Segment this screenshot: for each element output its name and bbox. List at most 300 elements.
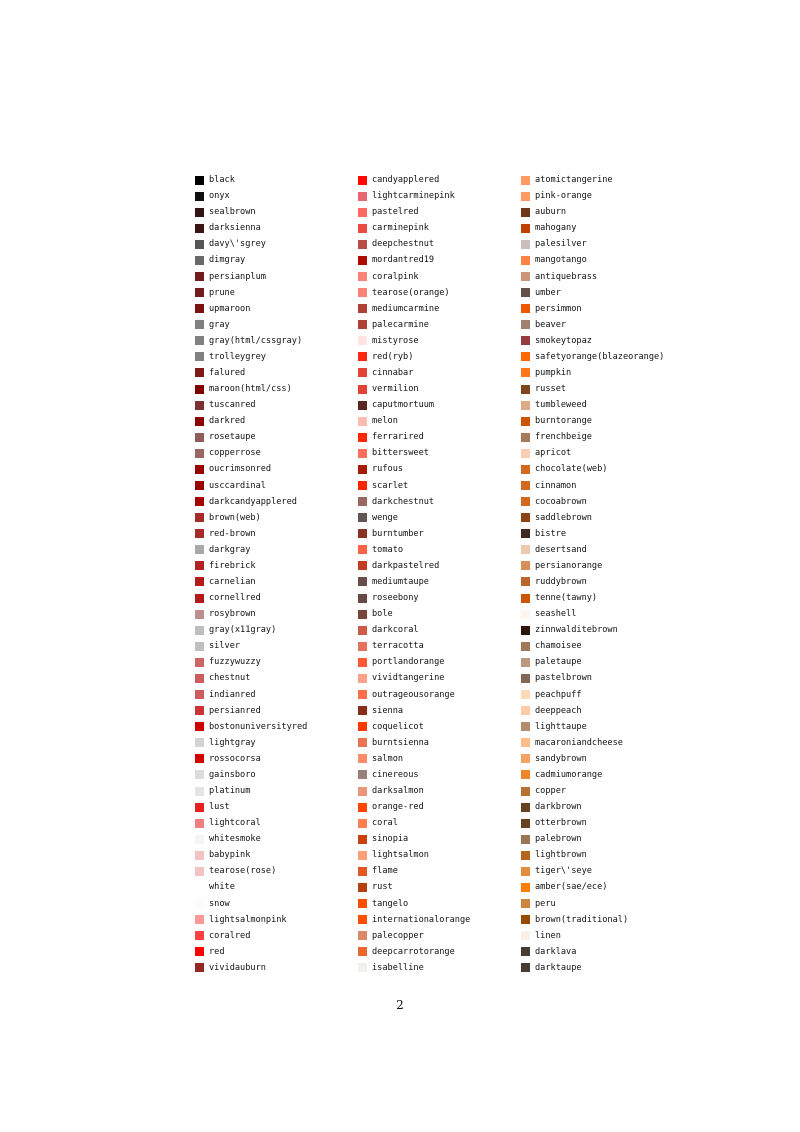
color-name-label: burntumber	[372, 528, 424, 539]
color-entry	[358, 526, 470, 542]
color-entry	[521, 751, 664, 767]
color-name-label: cocoabrown	[535, 496, 587, 507]
color-entry	[521, 510, 664, 526]
color-swatch	[195, 947, 204, 956]
color-entry	[521, 477, 664, 493]
color-swatch	[195, 835, 204, 844]
color-entry	[358, 783, 470, 799]
color-name-label: palecopper	[372, 930, 424, 941]
color-name-label: chocolate(web)	[535, 464, 608, 475]
color-swatch	[521, 787, 530, 796]
color-swatch	[358, 626, 367, 635]
color-entry	[195, 719, 307, 735]
color-swatch	[521, 851, 530, 860]
color-swatch	[358, 529, 367, 538]
color-swatch	[521, 385, 530, 394]
color-name-label: tenne(tawny)	[535, 593, 598, 604]
color-name-label: isabelline	[372, 962, 424, 973]
color-swatch	[358, 320, 367, 329]
color-swatch	[358, 368, 367, 377]
color-name-label: deepchestnut	[372, 239, 435, 250]
color-entry	[358, 381, 470, 397]
color-entry	[358, 220, 470, 236]
color-name-label: rufous	[372, 464, 404, 475]
color-entry	[358, 252, 470, 268]
color-swatch	[195, 336, 204, 345]
color-entry	[195, 783, 307, 799]
color-entry	[521, 268, 664, 284]
color-name-label: scarlet	[372, 480, 409, 491]
color-name-label: brown(web)	[209, 512, 261, 523]
color-entry	[195, 815, 307, 831]
color-name-label: carminepink	[372, 223, 429, 234]
color-entry	[358, 687, 470, 703]
color-swatch	[358, 947, 367, 956]
color-name-label: mangotango	[535, 255, 587, 266]
color-entry	[521, 349, 664, 365]
color-name-label: trolleygrey	[209, 351, 266, 362]
color-swatch	[521, 722, 530, 731]
color-name-label: fuzzywuzzy	[209, 657, 261, 668]
color-name-label: darkpastelred	[372, 560, 440, 571]
color-name-label: upmaroon	[209, 303, 251, 314]
color-name-label: darktaupe	[535, 962, 582, 973]
color-entry	[195, 912, 307, 928]
color-swatch	[195, 626, 204, 635]
color-swatch	[521, 368, 530, 377]
color-name-label: red	[209, 946, 225, 957]
color-entry	[358, 735, 470, 751]
color-entry	[521, 333, 664, 349]
color-entry	[195, 928, 307, 944]
color-swatch	[358, 690, 367, 699]
color-entry	[358, 188, 470, 204]
color-name-label: tomato	[372, 544, 404, 555]
color-name-label: white	[209, 882, 235, 893]
color-swatch	[521, 803, 530, 812]
color-entry	[195, 204, 307, 220]
color-swatch	[195, 224, 204, 233]
color-swatch	[195, 577, 204, 586]
color-swatch	[358, 497, 367, 506]
color-entry	[358, 670, 470, 686]
color-name-label: bostonuniversityred	[209, 721, 308, 732]
color-name-label: platinum	[209, 786, 251, 796]
color-entry	[358, 510, 470, 526]
color-entry	[358, 542, 470, 558]
color-entry	[521, 606, 664, 622]
color-swatch	[358, 594, 367, 603]
color-entry	[195, 703, 307, 719]
color-name-label: bistre	[535, 528, 567, 539]
color-swatch	[521, 465, 530, 474]
color-name-label: internationalorange	[372, 914, 471, 925]
color-entry	[521, 767, 664, 783]
color-swatch	[358, 787, 367, 796]
color-swatch	[195, 851, 204, 860]
color-name-label: rosetaupe	[209, 432, 256, 443]
color-name-label: snow	[209, 898, 230, 909]
color-name-label: onyx	[209, 191, 230, 202]
color-swatch	[521, 481, 530, 490]
color-entry	[195, 863, 307, 879]
color-name-label: usccardinal	[209, 480, 266, 491]
color-name-label: beaver	[535, 319, 567, 330]
color-name-label: auburn	[535, 207, 567, 218]
color-name-label: chestnut	[209, 673, 251, 684]
color-entry	[195, 735, 307, 751]
color-entry	[195, 172, 307, 188]
color-entry	[358, 912, 470, 928]
color-name-label: persimmon	[535, 303, 582, 314]
color-swatch	[358, 401, 367, 410]
color-swatch	[195, 819, 204, 828]
color-swatch	[195, 465, 204, 474]
color-name-label: pastelred	[372, 207, 419, 218]
color-name-label: darkred	[209, 416, 246, 427]
color-entry	[521, 703, 664, 719]
color-name-label: red(ryb)	[372, 351, 414, 362]
color-entry	[358, 365, 470, 381]
color-entry	[521, 445, 664, 461]
color-name-label: lightcoral	[209, 818, 261, 829]
color-swatch	[521, 690, 530, 699]
color-name-label: lightbrown	[535, 850, 587, 861]
color-swatch	[358, 545, 367, 554]
color-swatch	[358, 561, 367, 570]
color-entry	[195, 333, 307, 349]
color-name-label: sealbrown	[209, 207, 256, 218]
color-swatch	[521, 208, 530, 217]
color-swatch	[195, 320, 204, 329]
color-name-label: bole	[372, 609, 393, 620]
color-swatch	[358, 610, 367, 619]
color-swatch	[358, 352, 367, 361]
color-entry	[195, 381, 307, 397]
color-entry	[358, 847, 470, 863]
color-entry	[521, 252, 664, 268]
color-name-label: melon	[372, 416, 398, 427]
color-entry	[521, 654, 664, 670]
color-name-label: persianred	[209, 705, 261, 716]
color-name-label: gray(x11gray)	[209, 625, 277, 636]
color-swatch	[195, 176, 204, 185]
color-swatch	[358, 577, 367, 586]
color-name-label: palesilver	[535, 239, 587, 250]
color-swatch	[195, 417, 204, 426]
color-entry	[195, 622, 307, 638]
color-swatch	[195, 304, 204, 313]
color-name-label: cinereous	[372, 769, 419, 780]
color-swatch	[195, 722, 204, 731]
color-entry	[195, 831, 307, 847]
color-entry	[521, 397, 664, 413]
color-name-label: burntorange	[535, 416, 592, 427]
color-entry	[195, 960, 307, 976]
color-swatch	[358, 835, 367, 844]
color-swatch	[195, 883, 204, 892]
color-name-label: brown(traditional)	[535, 914, 629, 925]
color-entry	[521, 928, 664, 944]
color-name-label: firebrick	[209, 560, 256, 571]
color-swatch	[358, 224, 367, 233]
color-entry	[358, 896, 470, 912]
color-entry	[358, 333, 470, 349]
color-entry	[521, 944, 664, 960]
color-entry	[358, 477, 470, 493]
color-name-label: cornellred	[209, 593, 261, 604]
color-entry	[521, 912, 664, 928]
color-swatch	[521, 336, 530, 345]
color-name-label: tearose(rose)	[209, 866, 277, 877]
color-entry	[521, 413, 664, 429]
color-name-label: antiquebrass	[535, 271, 598, 282]
color-swatch	[195, 385, 204, 394]
color-entry	[521, 574, 664, 590]
color-name-label: safetyorange(blazeorange)	[535, 351, 665, 362]
color-entry	[521, 204, 664, 220]
color-entry	[521, 317, 664, 333]
color-name-label: tearose(orange)	[372, 287, 450, 298]
color-entry	[358, 622, 470, 638]
color-swatch	[358, 722, 367, 731]
color-entry	[358, 268, 470, 284]
color-name-label: indianred	[209, 689, 256, 700]
color-swatch	[195, 368, 204, 377]
color-name-label: pumpkin	[535, 367, 572, 378]
page-number: 2	[396, 998, 404, 1012]
color-swatch	[195, 497, 204, 506]
color-name-label: palebrown	[535, 834, 582, 845]
color-swatch	[358, 754, 367, 763]
color-swatch	[358, 449, 367, 458]
color-swatch	[358, 240, 367, 249]
color-name-label: mediumcarmine	[372, 303, 440, 314]
color-name-label: lighttaupe	[535, 721, 587, 732]
color-swatch	[195, 803, 204, 812]
color-entry	[358, 815, 470, 831]
color-swatch	[195, 208, 204, 217]
color-name-label: dimgray	[209, 255, 246, 266]
color-entry	[521, 799, 664, 815]
color-swatch	[358, 417, 367, 426]
color-swatch	[195, 963, 204, 972]
color-entry	[195, 767, 307, 783]
color-swatch	[195, 240, 204, 249]
color-entry	[195, 558, 307, 574]
color-swatch	[195, 658, 204, 667]
color-swatch	[195, 754, 204, 763]
color-swatch	[195, 513, 204, 522]
color-swatch	[521, 176, 530, 185]
color-entry	[358, 429, 470, 445]
color-swatch	[521, 401, 530, 410]
color-name-label: burntsienna	[372, 737, 429, 748]
color-swatch	[521, 610, 530, 619]
color-name-label: copper	[535, 786, 567, 796]
color-entry	[195, 188, 307, 204]
color-entry	[521, 494, 664, 510]
color-swatch	[521, 497, 530, 506]
color-name-label: peru	[535, 898, 556, 909]
color-entry	[195, 413, 307, 429]
color-name-label: tuscanred	[209, 400, 256, 411]
color-name-label: caputmortuum	[372, 400, 435, 411]
color-entry	[358, 397, 470, 413]
color-swatch	[521, 899, 530, 908]
color-entry	[195, 799, 307, 815]
color-entry	[358, 236, 470, 252]
color-name-label: cadmiumorange	[535, 769, 603, 780]
color-name-label: darkcandyapplered	[209, 496, 297, 507]
color-entry	[521, 429, 664, 445]
color-swatch	[521, 738, 530, 747]
color-name-label: ruddybrown	[535, 576, 587, 587]
color-name-label: black	[209, 175, 235, 186]
color-swatch	[358, 272, 367, 281]
color-entry	[521, 285, 664, 301]
color-entry	[358, 494, 470, 510]
color-name-label: vividtangerine	[372, 673, 445, 684]
color-swatch	[521, 947, 530, 956]
color-name-label: sandybrown	[535, 753, 587, 764]
color-name-label: rosybrown	[209, 609, 256, 620]
color-name-label: lightgray	[209, 737, 256, 748]
color-name-label: flame	[372, 866, 398, 877]
color-name-label: outrageousorange	[372, 689, 455, 700]
color-entry	[195, 896, 307, 912]
color-entry	[195, 606, 307, 622]
color-swatch	[195, 545, 204, 554]
color-swatch	[195, 738, 204, 747]
color-name-label: coral	[372, 818, 398, 829]
color-swatch	[358, 192, 367, 201]
color-swatch	[195, 770, 204, 779]
color-name-label: maroon(html/css)	[209, 384, 292, 395]
color-entry	[195, 429, 307, 445]
color-swatch	[195, 867, 204, 876]
color-swatch	[195, 449, 204, 458]
color-swatch	[521, 417, 530, 426]
color-name-label: palecarmine	[372, 319, 429, 330]
color-entry	[521, 558, 664, 574]
color-name-label: pastelbrown	[535, 673, 592, 684]
color-entry	[358, 960, 470, 976]
color-entry	[521, 783, 664, 799]
color-swatch	[358, 433, 367, 442]
color-entry	[521, 719, 664, 735]
color-entry	[195, 236, 307, 252]
color-name-label: paletaupe	[535, 657, 582, 668]
color-name-label: smokeytopaz	[535, 335, 592, 346]
color-entry	[358, 831, 470, 847]
color-name-label: atomictangerine	[535, 175, 613, 186]
color-entry	[358, 606, 470, 622]
color-name-label: vividauburn	[209, 962, 266, 973]
color-entry	[358, 590, 470, 606]
color-swatch	[358, 963, 367, 972]
color-name-label: candyapplered	[372, 175, 440, 186]
color-swatch	[358, 304, 367, 313]
color-name-label: lightsalmonpink	[209, 914, 287, 925]
color-entry	[521, 735, 664, 751]
color-name-label: babypink	[209, 850, 251, 861]
color-name-label: cinnamon	[535, 480, 577, 491]
color-entry	[521, 687, 664, 703]
color-name-label: terracotta	[372, 641, 424, 652]
color-entry	[358, 558, 470, 574]
color-swatch	[195, 674, 204, 683]
color-swatch	[521, 224, 530, 233]
color-swatch	[358, 385, 367, 394]
color-swatch	[521, 577, 530, 586]
color-entry	[521, 220, 664, 236]
color-entry	[195, 494, 307, 510]
color-name-label: lightsalmon	[372, 850, 429, 861]
color-swatch	[358, 915, 367, 924]
color-entry	[195, 510, 307, 526]
color-entry	[195, 944, 307, 960]
color-name-label: mistyrose	[372, 335, 419, 346]
color-entry	[358, 719, 470, 735]
color-name-label: amber(sae/ece)	[535, 882, 608, 893]
color-name-label: coralred	[209, 930, 251, 941]
color-swatch	[521, 272, 530, 281]
color-name-label: apricot	[535, 448, 572, 459]
color-swatch	[358, 899, 367, 908]
color-name-label: deepcarrotorange	[372, 946, 455, 957]
color-swatch	[358, 658, 367, 667]
color-swatch	[358, 336, 367, 345]
color-entry	[358, 574, 470, 590]
color-name-label: lust	[209, 802, 230, 813]
color-name-label: ferrarired	[372, 432, 424, 443]
color-swatch	[521, 915, 530, 924]
color-entry	[195, 879, 307, 895]
color-column-3	[521, 172, 664, 976]
color-swatch	[521, 626, 530, 635]
color-swatch	[358, 770, 367, 779]
color-swatch	[195, 481, 204, 490]
color-entry	[521, 847, 664, 863]
color-swatch	[521, 449, 530, 458]
color-swatch	[195, 931, 204, 940]
color-swatch	[195, 690, 204, 699]
color-entry	[195, 317, 307, 333]
color-swatch	[521, 288, 530, 297]
color-swatch	[358, 819, 367, 828]
color-name-label: cinnabar	[372, 367, 414, 378]
color-entry	[521, 879, 664, 895]
color-name-label: frenchbeige	[535, 432, 592, 443]
color-swatch	[521, 240, 530, 249]
color-name-label: otterbrown	[535, 818, 587, 829]
color-entry	[195, 670, 307, 686]
color-entry	[521, 638, 664, 654]
color-name-label: persianplum	[209, 271, 266, 282]
color-name-label: mordantred19	[372, 255, 435, 266]
color-entry	[358, 301, 470, 317]
color-entry	[195, 252, 307, 268]
color-name-label: gray(html/cssgray)	[209, 335, 303, 346]
color-entry	[358, 703, 470, 719]
color-name-label: davy\'sgrey	[209, 239, 266, 250]
color-entry	[358, 638, 470, 654]
color-name-label: oucrimsonred	[209, 464, 272, 475]
color-swatch	[521, 256, 530, 265]
color-entry	[358, 863, 470, 879]
color-swatch	[521, 963, 530, 972]
